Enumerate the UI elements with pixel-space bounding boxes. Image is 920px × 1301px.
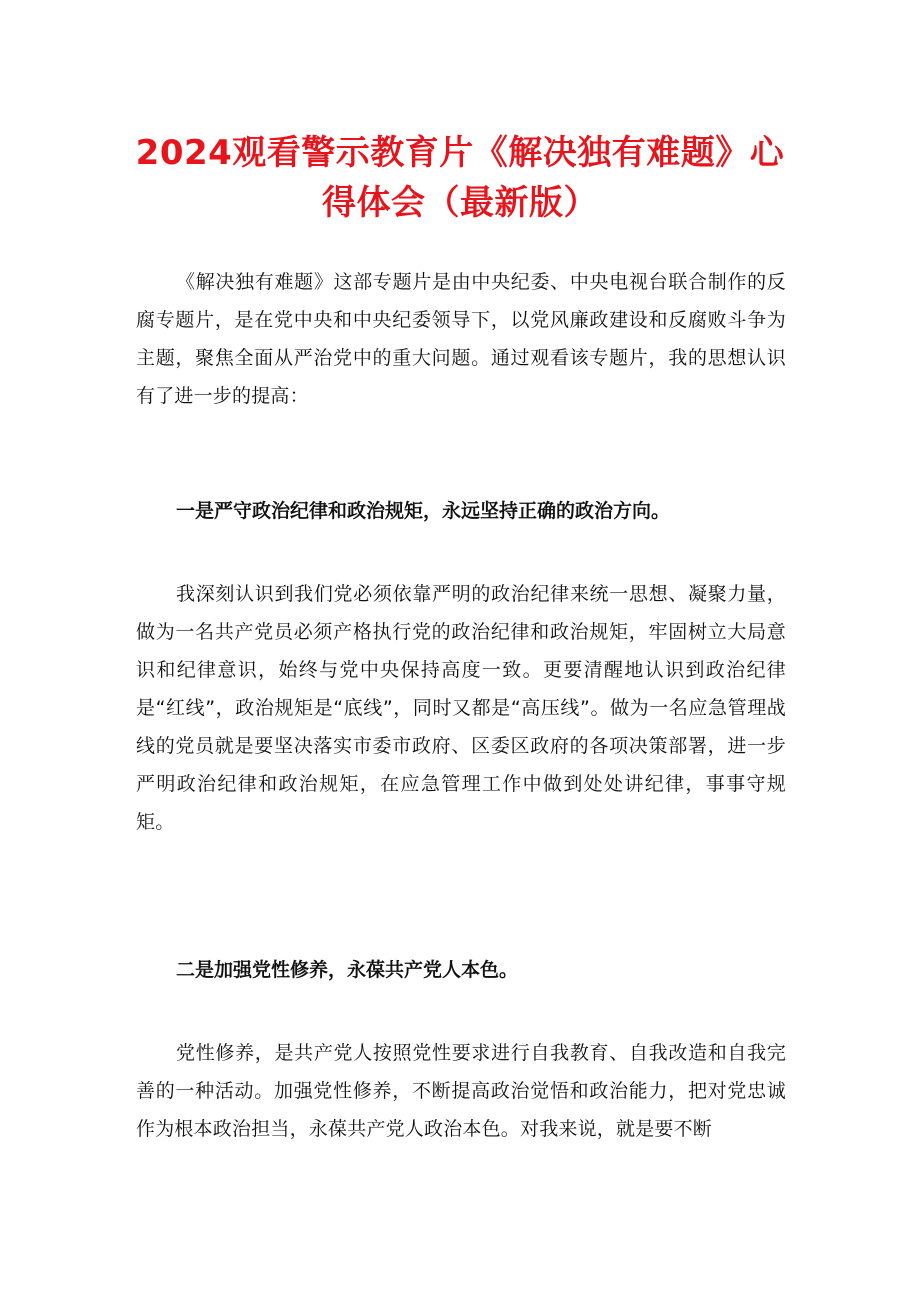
title-line-2: 得体会（最新版）	[322, 183, 598, 223]
intro-paragraph: 《解决独有难题》这部专题片是由中央纪委、中央电视台联合制作的反腐专题片，是在党中央和中央纪委领导下，以党风廉政建设和反腐败斗争为主题，聚焦全面从严治党中的重大问题。通过观看该专题片，我的思想认识有了进一步的提高：	[136, 271, 786, 407]
section-heading-1: 一是严守政治纪律和政治规矩，永远坚持正确的政治方向。	[176, 500, 671, 522]
title-line-1: 2024观看警示教育片《解决独有难题》心	[135, 133, 785, 173]
section-2-paragraph: 党性修养，是共产党人按照党性要求进行自我教育、自我改造和自我完善的一种活动。加强党性修养，不断提高政治觉悟和政治能力，把对党忠诚作为根本政治担当，永葆共产党人政治本色。对我来说，就是要不断	[136, 1042, 786, 1140]
section-1-paragraph: 我深刻认识到我们党必须依靠严明的政治纪律来统一思想、凝聚力量，做为一名共产党员必须产格执行党的政治纪律和政治规矩，牢固树立大局意识和纪律意识，始终与党中央保持高度一致。更要清醒地认识到政治纪律是“红线”，政治规矩是“底线”，同时又都是“高压线”。做为一名应急管理战线的党员就是要坚决落实市委市政府、区委区政府的各项决策部署，进一步严明政治纪律和政治规矩，在应急管理工作中做到处处讲纪律，事事守规矩。	[136, 583, 786, 833]
section-heading-2: 二是加强党性修养，永葆共产党人本色。	[176, 959, 519, 981]
document-title	[120, 128, 800, 228]
